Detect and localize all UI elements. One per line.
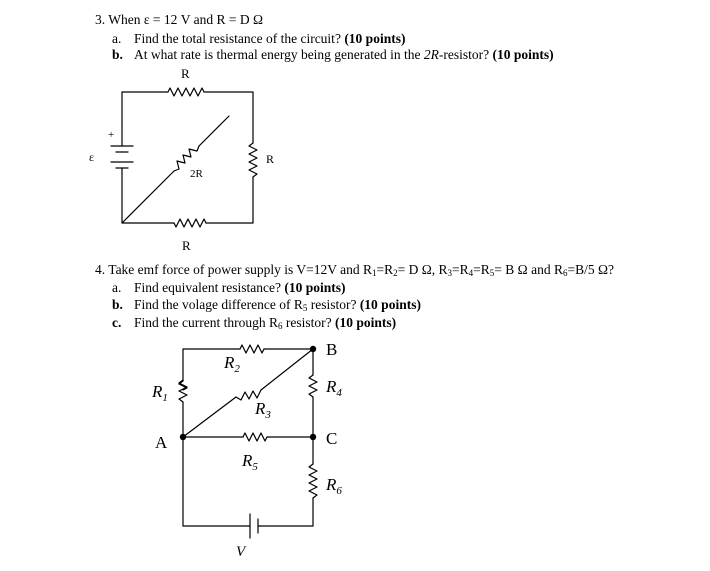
q4-intro-eq3: =R (473, 262, 490, 277)
c2-label-c: C (326, 429, 338, 448)
q4-intro-pre: Take emf force of power supply is V=12V and R (108, 262, 373, 277)
c1-label-bottom-r: R (182, 238, 191, 253)
q4-intro-r4: 4 (468, 268, 474, 278)
q4-intro-r6: 6 (562, 268, 568, 278)
q4-b-points: (10 points) (359, 297, 421, 312)
c2-resistor-r2 (240, 345, 264, 353)
q4-b-text-sub: 5 (302, 303, 308, 313)
q3-b-points: (10 points) (492, 47, 554, 62)
q4-a-points: (10 points) (284, 280, 346, 295)
c1-diagonal-wire-lower (122, 171, 174, 223)
q4-c-text-pre: Find the current through R (134, 315, 278, 330)
c2-label-r1: $R_1$ (152, 382, 168, 404)
c2-diagonal-lower (183, 397, 236, 437)
q4-c-points: (10 points) (334, 315, 397, 330)
c1-wire-top (122, 88, 253, 143)
circuit-2 (179, 345, 317, 538)
c1-wire-right-bottom (206, 177, 253, 223)
q4-intro-r3: 3 (447, 268, 453, 278)
circuit-1 (111, 88, 257, 227)
q3-b-text-pre: At what rate is thermal energy being generated in the (134, 47, 421, 62)
q4-intro-r2: 2 (393, 268, 398, 278)
c1-label-right-r: R (266, 152, 275, 166)
c1-resistor-right (249, 143, 257, 177)
q4-intro-r1: 1 (372, 268, 377, 278)
q4-a-marker: a. (112, 280, 122, 295)
q3-a-marker: a. (112, 31, 122, 46)
c2-node-c-dot (310, 434, 316, 440)
c2-node-a-dot (180, 434, 186, 440)
q4-intro-val2: = B Ω and R (494, 262, 563, 277)
c2-label-r6: $R_6$ (326, 475, 342, 497)
q4-c-text-post: resistor? (282, 315, 332, 330)
c1-diagonal-wire-upper (199, 116, 229, 146)
q4-a-text: Find equivalent resistance? (134, 280, 281, 295)
c1-label-top-r: R (181, 66, 190, 81)
q4-b-text-pre: Find the volage difference of R (134, 297, 303, 312)
c2-wire-r6-down (258, 498, 313, 526)
c2-label-b: B (326, 340, 338, 359)
c2-label-r2: $R_2$ (224, 353, 240, 375)
c1-label-diag-2r: 2R (190, 168, 203, 180)
q4-b-text-post: resistor? (307, 297, 357, 312)
q4-intro-r5: 5 (489, 268, 495, 278)
q3-number: 3. (95, 12, 106, 27)
q4-intro-val1: = D Ω, R (397, 262, 448, 277)
c2-node-b-dot (310, 346, 316, 352)
c1-label-plus: + (108, 129, 115, 141)
q3-b-marker: b. (112, 47, 123, 62)
c2-wire-a-down (183, 437, 242, 526)
c2-resistor-r1 (179, 380, 187, 402)
c2-label-v: V (236, 544, 246, 560)
q3-a-text: Find the total resistance of the circuit? (134, 31, 341, 46)
q4-number: 4. (95, 262, 106, 277)
q3-b-text-term: 2R (423, 47, 439, 62)
c2-diagonal-upper (261, 349, 313, 390)
c2-label-a: A (155, 433, 168, 452)
q4-c-text-sub: 6 (277, 321, 283, 331)
q4-intro-eq1: =R (376, 262, 394, 277)
c2-resistor-r6 (309, 464, 317, 498)
c2-label-r3: $R_3$ (255, 399, 271, 421)
c2-label-r5: $R_5$ (242, 451, 258, 473)
c2-resistor-r4 (309, 375, 317, 397)
c1-label-emf: ε (89, 150, 95, 164)
c2-resistor-r5 (243, 433, 267, 441)
q4-intro-eq2: =R (452, 262, 469, 277)
q3-a-points: (10 points) (344, 31, 406, 46)
q4-intro-val3: =B/5 Ω? (567, 262, 614, 277)
q4-b-marker: b. (112, 297, 123, 312)
q4-c-marker: c. (112, 315, 122, 330)
q3-intro-text: When ε = 12 V and R = D Ω (108, 12, 264, 27)
c1-resistor-bottom (174, 219, 206, 227)
q3-b-text-post: -resistor? (438, 47, 490, 62)
c2-label-r4: $R_4$ (326, 377, 342, 399)
